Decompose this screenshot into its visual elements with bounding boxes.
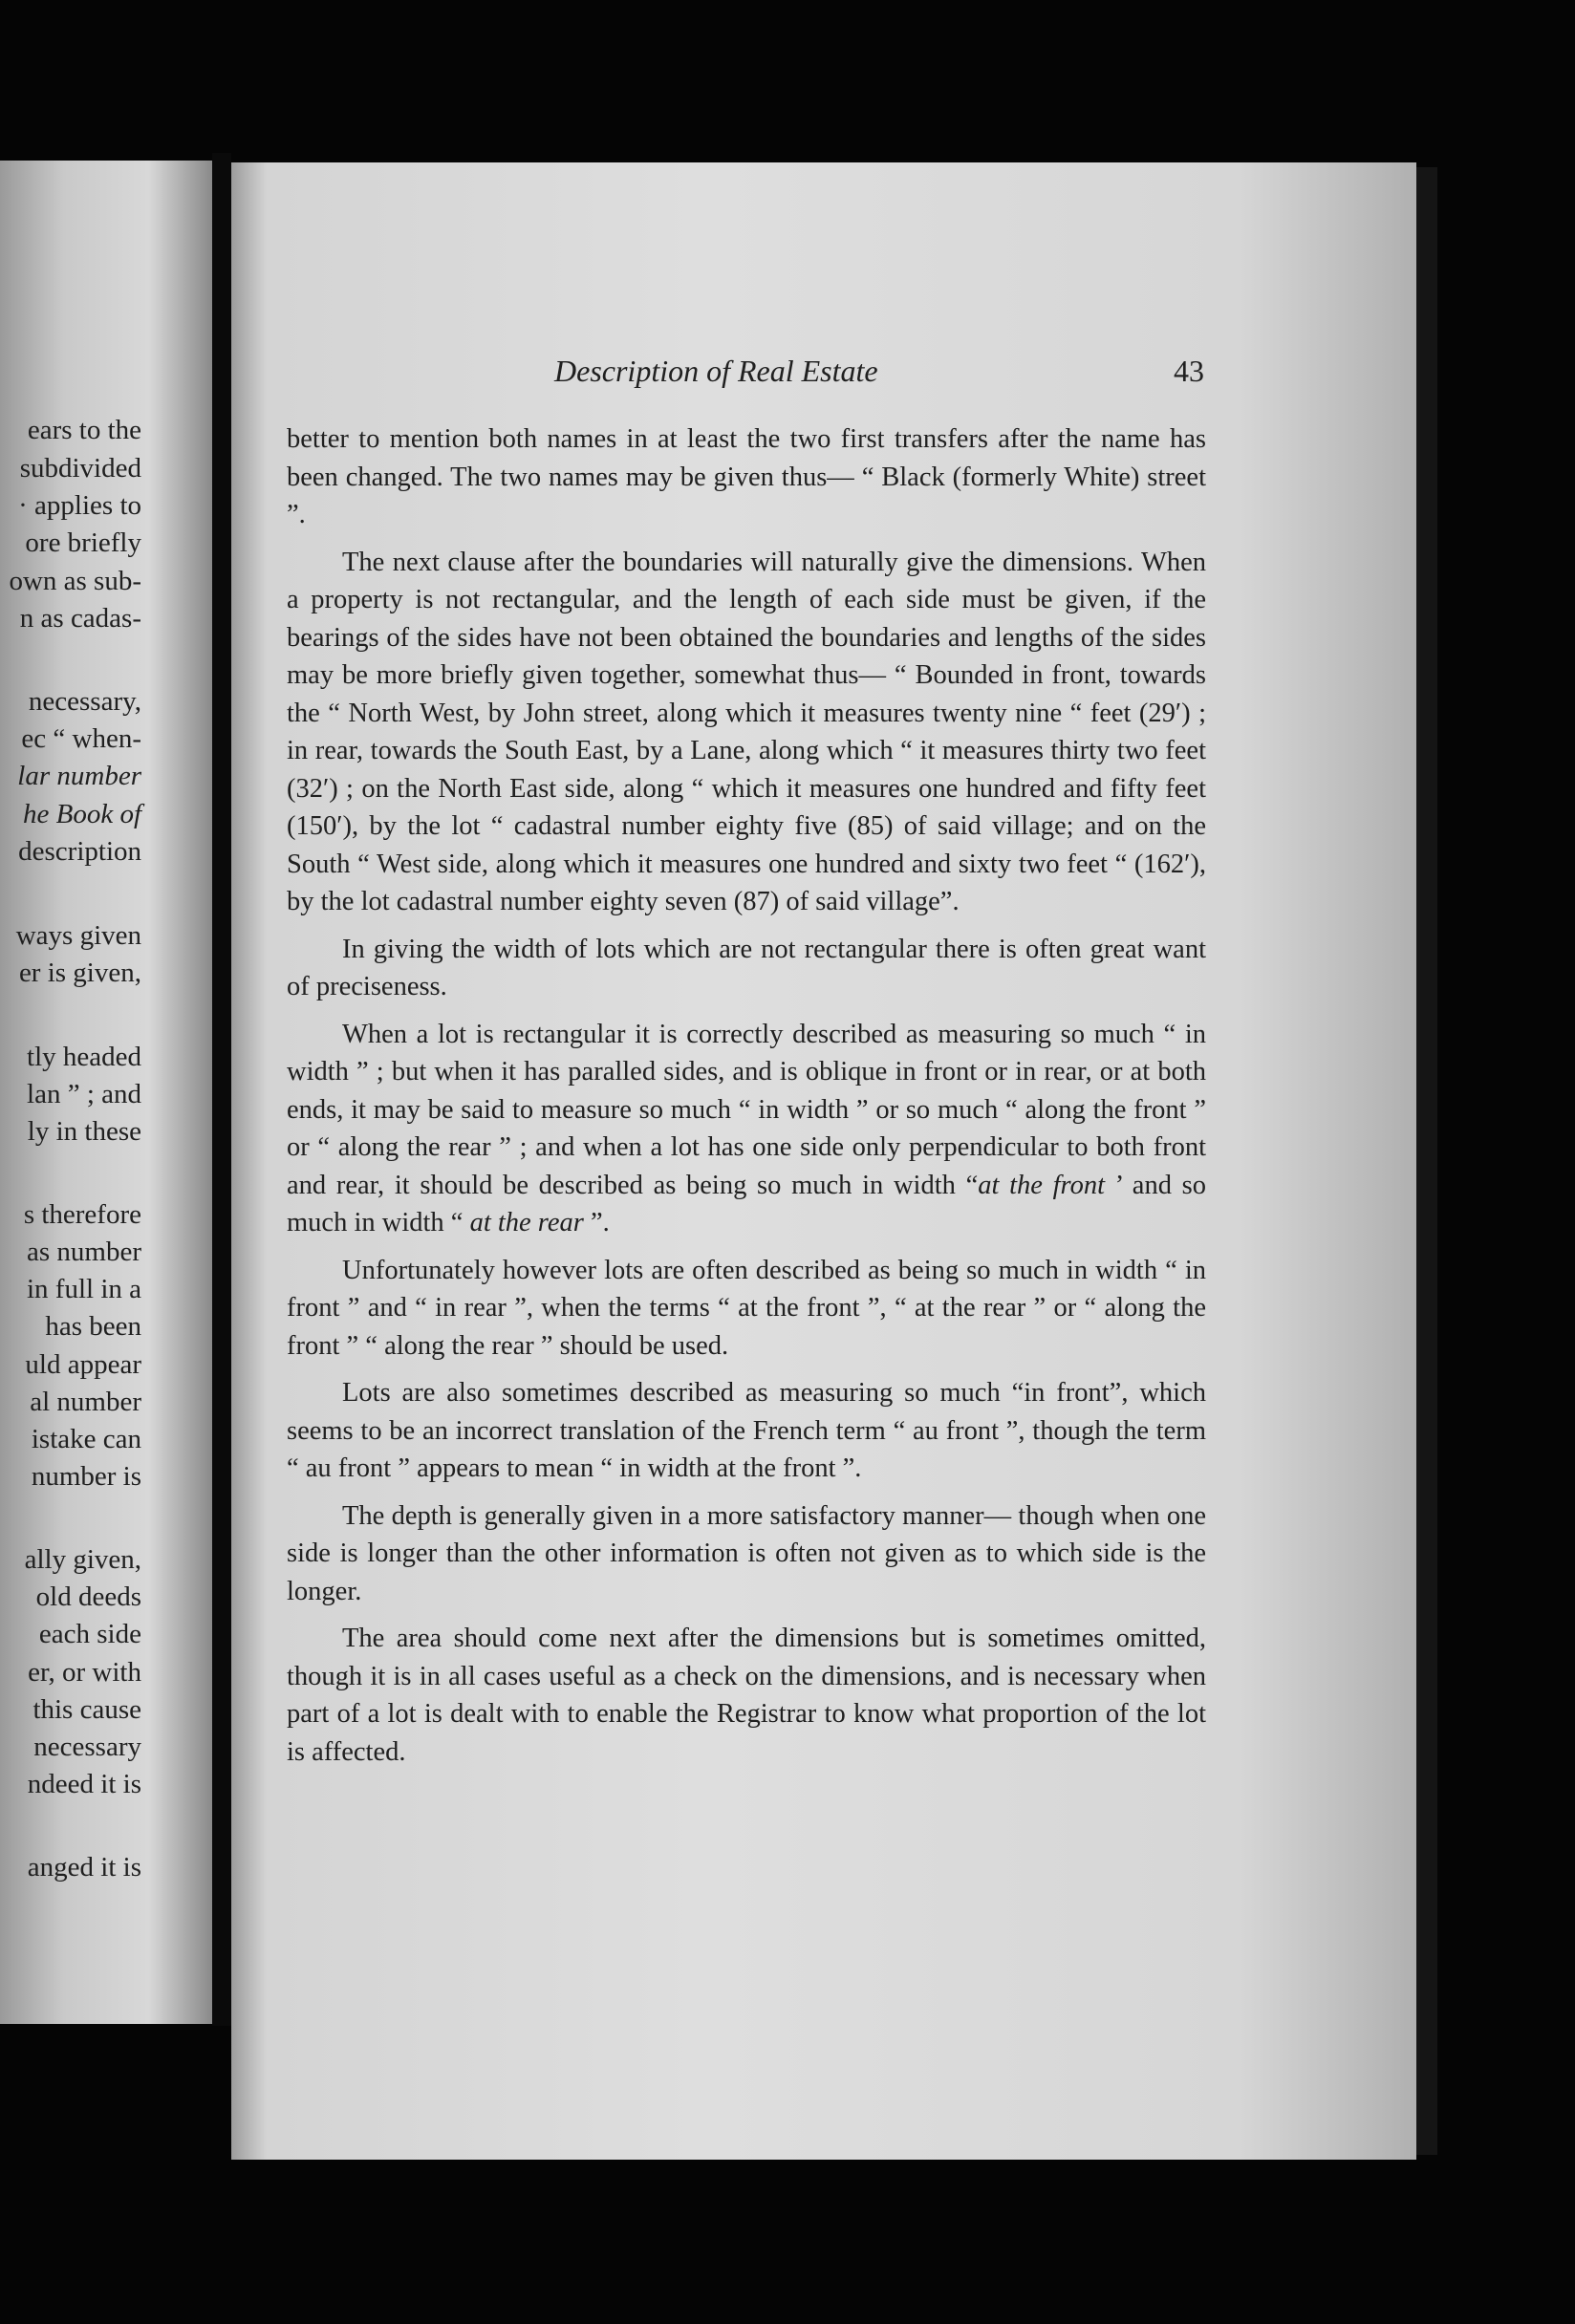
paragraph-text: ”. — [583, 1208, 610, 1237]
paragraph-text: ’ and so much in width “ — [287, 1170, 1206, 1237]
facing-page-line: own as sub- — [9, 566, 141, 596]
paragraph: The next clause after the boundaries will naturally give the dimensions. When a property is not rectangular, and the length of each side must be given, if the bearings of the sides have not been obtained the boundaries and lengths of the sides may be more briefly given together, somewhat thus— “ Bounded in front, towards the “ North West, by John street, along which it measures twenty nine “ feet (29′) ; in rear, towards the South East, by a Lane, along which “ it measures thirty two feet (32′) ; on the North East side, along “ which it measures one hundred and fifty feet (150′), by the lot “ cadastral number eighty five (85) of said village; and on the South “ West side, along which it measures one hundred and sixty two feet “ (162′), by the lot cadastral number eighty seven (87) of said village”. — [287, 547, 1206, 916]
paragraph — [287, 1016, 1206, 1242]
paragraph: The area should come next after the dimensions but is sometimes omitted, though it is in all cases useful as a check on the dimensions, and is necessary when part of a lot is dealt with to enable the Registrar to know what proportion of the lot is affected. — [287, 1624, 1206, 1767]
facing-page-fragment — [0, 161, 212, 2024]
facing-page-line: ore briefly — [25, 527, 141, 558]
facing-page-line: anged it is — [27, 1852, 141, 1883]
facing-page-line: ears to the — [27, 415, 141, 445]
facing-page-line: · applies to — [18, 490, 141, 521]
italic-phrase: at the rear — [469, 1208, 584, 1237]
facing-page-line: has been — [45, 1311, 141, 1342]
facing-page-line: ways given — [15, 920, 141, 951]
facing-page-line: uld appear — [25, 1349, 141, 1380]
facing-page-line: this cause — [32, 1694, 141, 1725]
paragraph-text: When a lot is rectangular it is correctly described as measuring so much “ in width ” ; but when it has paralled sides, and is oblique in front or in rear, or at both ends, it may be said to measure so much “ in width ” or so much “ along the front ” or “ along the rear ” ; and when a lot has one side only perpendicular to both front and rear, it should be described as being so much in width “ — [287, 1019, 1206, 1200]
facing-page-line: lar number — [17, 761, 141, 791]
book-gutter — [212, 153, 231, 2026]
facing-page-line: in full in a — [26, 1274, 141, 1304]
facing-page-line: necessary — [33, 1732, 141, 1762]
facing-page-line: necessary, — [28, 686, 141, 717]
facing-page-line: he Book of — [22, 799, 141, 829]
paragraph: The depth is generally given in a more satisfactory manner— though when one side is longer than the other information is often not given as to which side is the longer. — [287, 1500, 1206, 1606]
facing-page-line: number is — [31, 1461, 141, 1492]
facing-page-line: al number — [30, 1387, 141, 1417]
paragraph: Unfortunately however lots are often described as being so much in width “ in front ” and “ in rear ”, when the terms “ at the front ”, “ at the rear ” or “ along the front ” “ along the rear ” should be used. — [287, 1255, 1206, 1361]
facing-page-line: istake can — [31, 1424, 141, 1454]
italic-phrase: at the front — [978, 1170, 1106, 1200]
paragraph: better to mention both names in at least the two first transfers after the name has been changed. The two names may be given thus— “ Black (formerly White) street ”. — [287, 424, 1206, 529]
facing-page-line: ally given, — [24, 1544, 141, 1575]
facing-page-line: as number — [27, 1237, 141, 1267]
facing-page-line: er is given, — [18, 958, 141, 988]
running-head — [287, 354, 1204, 396]
facing-page-line: ndeed it is — [27, 1769, 141, 1799]
facing-page-line: n as cadas- — [19, 603, 141, 634]
page-number: 43 — [1174, 354, 1204, 388]
facing-page-line: tly headed — [27, 1042, 141, 1072]
facing-page-line: ly in these — [27, 1116, 141, 1147]
facing-page-line: old deeds — [35, 1582, 141, 1612]
facing-page-line: each side — [38, 1619, 141, 1649]
page-edge-shadow — [1416, 167, 1437, 2155]
facing-page-line: subdivided — [19, 453, 141, 484]
body-text — [287, 420, 1206, 1780]
running-head-title: Description of Real Estate — [554, 354, 878, 388]
facing-page-line: ec “ when- — [21, 723, 141, 754]
facing-page-line: lan ” ; and — [27, 1079, 141, 1109]
paragraph: Lots are also sometimes described as measuring so much “in front”, which seems to be an incorrect translation of the French term “ au front ”, though the term “ au front ” appears to mean “ in width at the front ”. — [287, 1378, 1206, 1483]
facing-page-line: er, or with — [28, 1657, 141, 1688]
facing-page-line: description — [18, 836, 141, 867]
paragraph: In giving the width of lots which are not rectangular there is often great want of preciseness. — [287, 934, 1206, 1001]
facing-page-line: s therefore — [23, 1199, 141, 1230]
